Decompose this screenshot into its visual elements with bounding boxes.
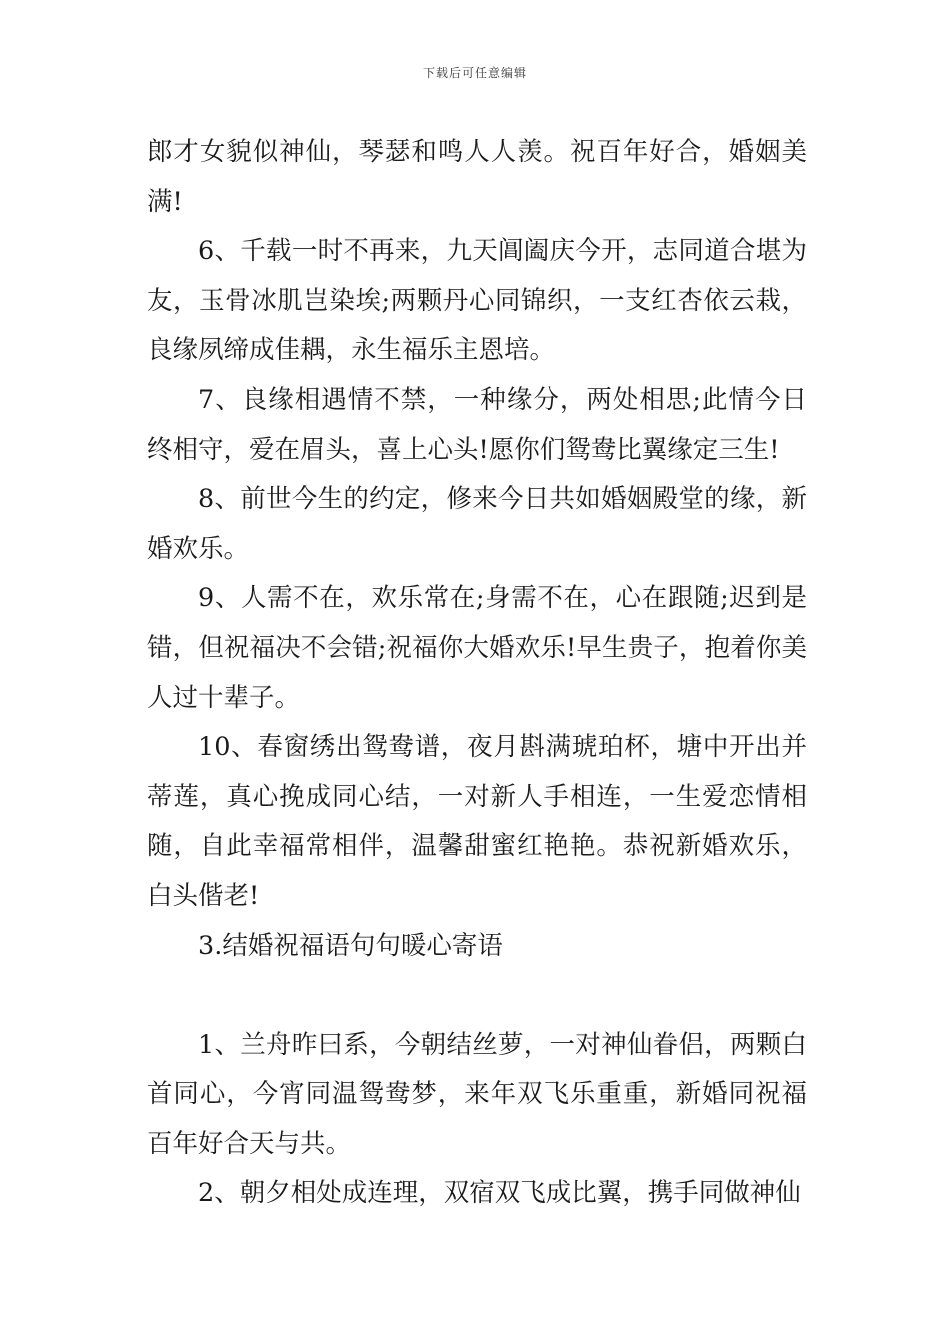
continued-paragraph: 郎才女貌似神仙，琴瑟和鸣人人羡。祝百年好合，婚姻美满! (147, 137, 807, 217)
section-heading: 3.结婚祝福语句句暖心寄语 (198, 930, 503, 961)
page-header-note: 下载后可任意编辑 (422, 66, 527, 80)
section3-paragraph-2: 2、朝夕相处成连理，双宿双飞成比翼，携手同做神仙 (198, 1178, 801, 1209)
document-body (147, 128, 807, 1219)
blessing-paragraph-8: 8、前世今生的约定，修来今日共如婚姻殿堂的缘，新婚欢乐。 (147, 484, 807, 564)
blessing-paragraph-7: 7、良缘相遇情不禁，一种缘分，两处相思;此情今日终相守，爱在眉头，喜上心头!愿你们鸳鸯比翼缘定三生! (147, 384, 807, 465)
blessing-paragraph-6: 6、千载一时不再来，九天阊阖庆今开，志同道合堪为友，玉骨冰肌岂染埃;两颗丹心同锦织，一支红杏依云栽，良缘夙缔成佳耦，永生福乐主恩培。 (147, 236, 807, 366)
blessing-paragraph-9: 9、人需不在，欢乐常在;身需不在，心在跟随;迟到是错，但祝福决不会错;祝福你大婚欢乐!早生贵子，抱着你美人过十辈子。 (147, 583, 807, 713)
section3-paragraph-1: 1、兰舟昨曰系，今朝结丝萝，一对神仙眷侣，两颗白首同心，今宵同温鸳鸯梦，来年双飞乐重重，新婚同祝福百年好合天与共。 (147, 1029, 807, 1159)
blessing-paragraph-10: 10、春窗绣出鸳鸯谱，夜月斟满琥珀杯，塘中开出并蒂莲，真心挽成同心结，一对新人手相连，一生爱恋情相随，自此幸福常相伴，温馨甜蜜红艳艳。恭祝新婚欢乐，白头偕老! (147, 732, 807, 911)
